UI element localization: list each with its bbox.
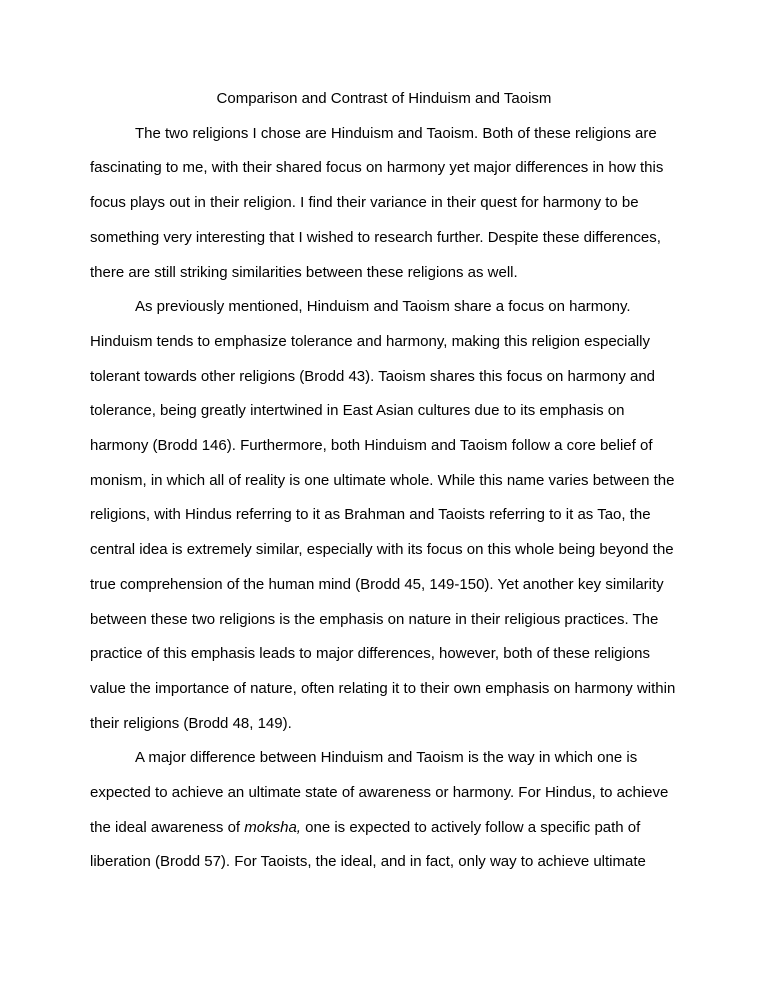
essay-paragraph-differences — [90, 741, 678, 880]
paragraph-text: As previously mentioned, Hinduism and Taoism share a focus on harmony. Hinduism tends to emphasize tolerance and harmony, making this religion especially tolerant towards other religions (Brodd 43). Taoism shares this focus on harmony and tolerance, being greatly intertwined in East Asian cultures due to its emphasis on harmony (Brodd 146). Furthermore, both Hinduism and Taoism follow a core belief of monism, in which all of reality is one ultimate whole. While this name varies between the religions, with Hindus referring to it as Brahman and Taoists referring to it as Tao, the central idea is extremely similar, especially with its focus on this whole being beyond the true comprehension of the human mind (Brodd 45, 149-150). Yet another key similarity between these two religions is the emphasis on nature in their religious practices. The practice of this emphasis leads to major differences, however, both of these religions value the importance of nature, often relating it to their own emphasis on harmony within their religions (Brodd 48, 149). — [90, 298, 676, 732]
paragraph-text: one is expected to actively follow a specific path of liberation (Brodd 57). For Taoists, the ideal, and in fact, only way to achieve ultimate — [90, 818, 646, 871]
essay-title: Comparison and Contrast of Hinduism and Taoism — [216, 90, 552, 107]
paragraph-text: A major difference between Hinduism and Taoism is the way in which one is expected to achieve an ultimate state of awareness or harmony. For Hindus, to achieve the ideal awareness of — [90, 749, 669, 836]
italic-term-moksha: moksha, — [244, 818, 301, 836]
essay-paragraph-similarities — [90, 290, 678, 741]
paragraph-text: The two religions I chose are Hinduism and Taoism. Both of these religions are fascinating to me, with their shared focus on harmony yet major differences in how this focus plays out in their religion. I find their variance in their quest for harmony to be something very interesting that I wished to research further. Despite these differences, there are still striking similarities between these religions as well. — [90, 124, 664, 281]
essay-paragraph-intro — [90, 117, 678, 291]
